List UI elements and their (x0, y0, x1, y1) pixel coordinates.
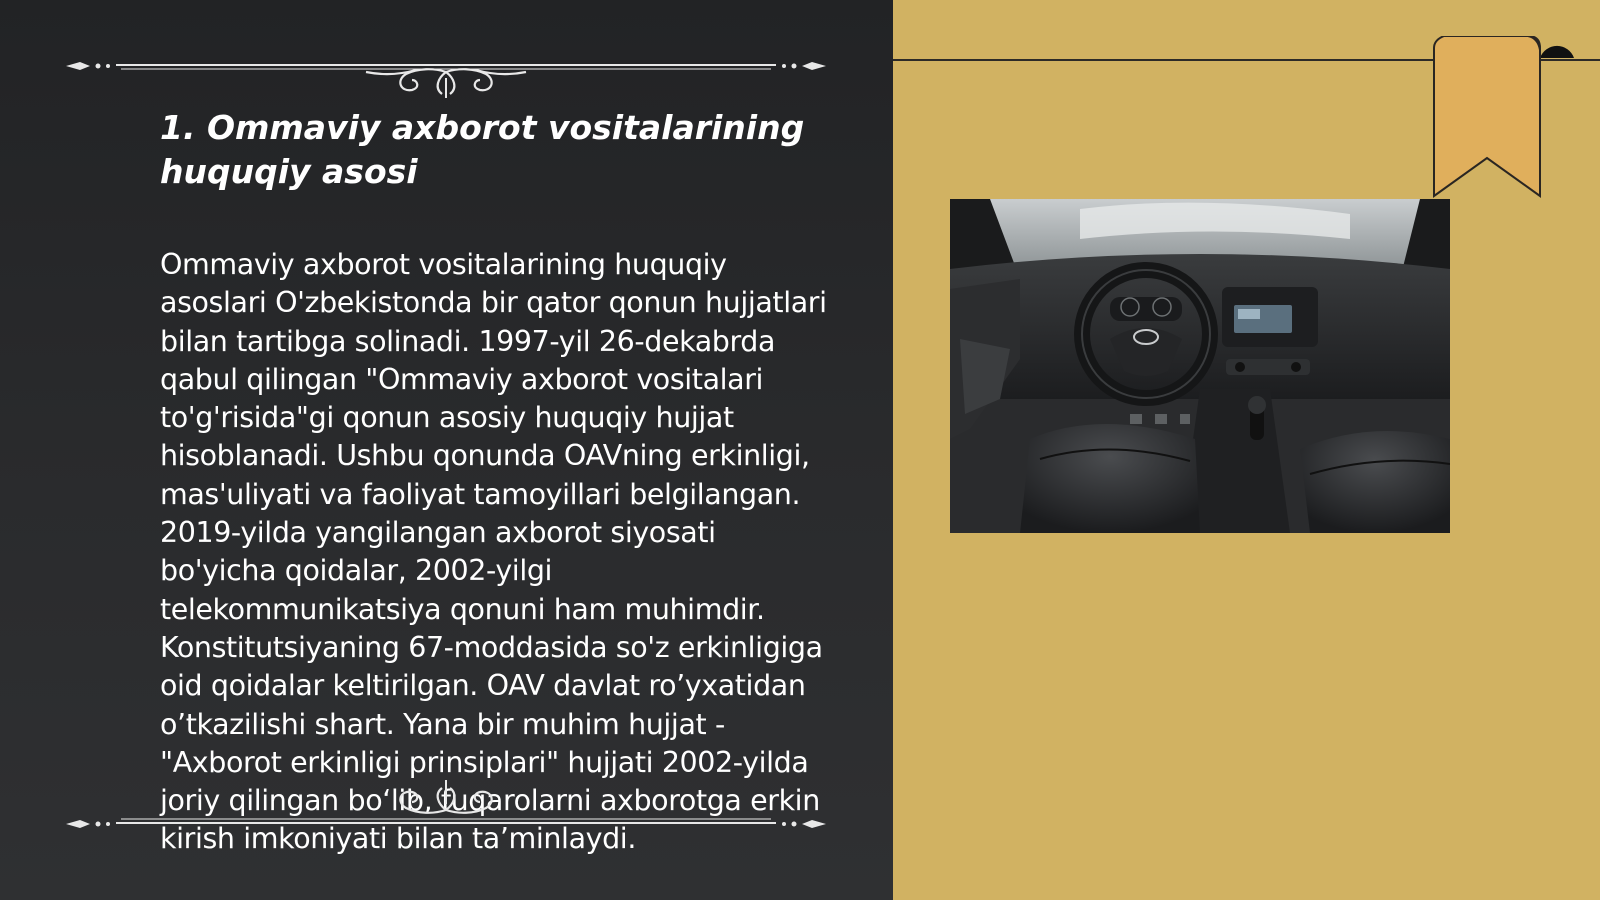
car-interior-photo (950, 199, 1450, 533)
bookmark-ribbon-icon (1432, 36, 1574, 198)
bottom-ornament-icon (66, 780, 826, 840)
top-ornament-icon (66, 38, 826, 98)
slide-title: 1. Ommaviy axborot vositalarining huquqiy asosi (160, 108, 805, 191)
slide-body-text: Ommaviy axborot vositalarining huquqiy asoslari O'zbekistonda bir qator qonun hujjatlari bilan tartibga solinadi. 1997-yil 26-dekabrda qabul qilingan "Ommaviy axborot vositalari to'g'risida"gi qonun asosiy huquqiy hujjat hisoblanadi. Ushbu qonunda OAVning erkinligi, mas'uliyati va faoliyat tamoyillari belgilangan. 2019-yilda yangilangan axborot siyosati bo'yicha qoidalar, 2002-yilgi telekommunikatsiya qonuni ham muhimdir. Konstitutsiyaning 67-moddasida so'z erkinligiga oid qoidalar keltirilgan. OAV davlat ro’yxatidan o’tkazilishi shart. Yana bir muhim hujjat - "Axborot erkinligi prinsiplari" hujjati 2002-yilda joriy qilingan bo‘lib, fuqarolarni axborotga erkin kirish imkoniyati bilan ta’minlaydi. (160, 248, 827, 856)
